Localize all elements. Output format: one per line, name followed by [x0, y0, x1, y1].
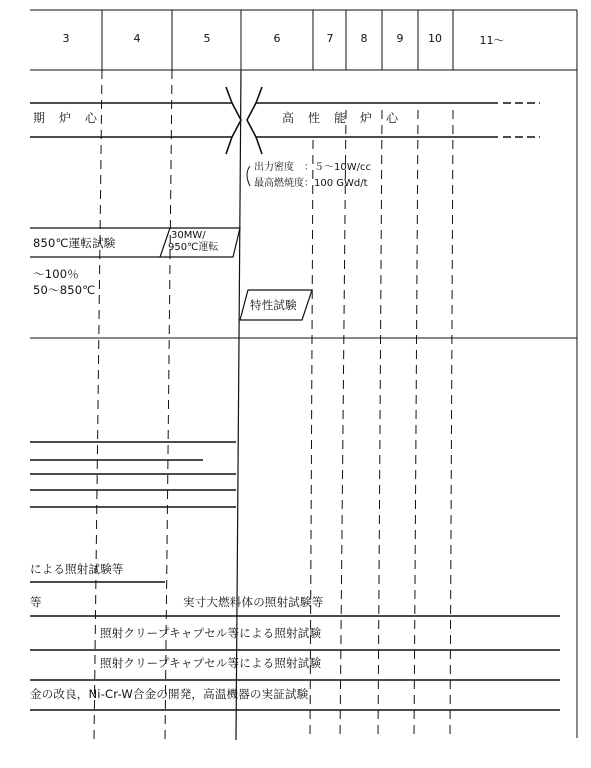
year-header-10: 10 — [428, 32, 442, 45]
irradiation-item-6: 金の改良，Ni-Cr-W合金の開発，高温機器の実証試験 — [30, 687, 309, 701]
year-header-7: 7 — [326, 32, 334, 45]
op-30mw-label-line2: 950℃運転 — [168, 242, 219, 253]
op-30mw-label-line1: 30MW/ — [171, 230, 206, 241]
max-burnup-spec: 最高燃焼度：100 GWd/t — [254, 178, 368, 189]
irradiation-item-1: による照射試験等 — [30, 562, 124, 576]
year-header-6: 6 — [273, 32, 281, 45]
early-core-label: 期 炉 心 — [33, 111, 99, 125]
year-header-3: 3 — [62, 32, 70, 45]
power-range-label: ～100％ — [33, 267, 79, 281]
irradiation-item-2: 等 — [30, 595, 42, 609]
op-850-test-label: 850℃運転試験 — [33, 236, 116, 250]
year-header-11: 11～ — [479, 34, 505, 47]
temperature-range-label: 50～850℃ — [33, 283, 96, 297]
year-header-4: 4 — [133, 32, 141, 45]
year-header-9: 9 — [396, 32, 404, 45]
power-density-spec: 出力密度 ：５～10W/cc — [254, 162, 371, 173]
year-header-8: 8 — [360, 32, 368, 45]
irradiation-item-5: 照射クリープキャプセル等による照射試験 — [100, 656, 322, 670]
irradiation-item-4: 照射クリープキャプセル等による照射試験 — [100, 626, 322, 640]
characteristics-test-label: 特性試験 — [250, 298, 297, 312]
irradiation-item-3: 実寸大燃料体の照射試験等 — [183, 595, 324, 609]
high-performance-core-label: 高 性 能 炉 心 — [282, 111, 400, 125]
year-header-5: 5 — [203, 32, 211, 45]
